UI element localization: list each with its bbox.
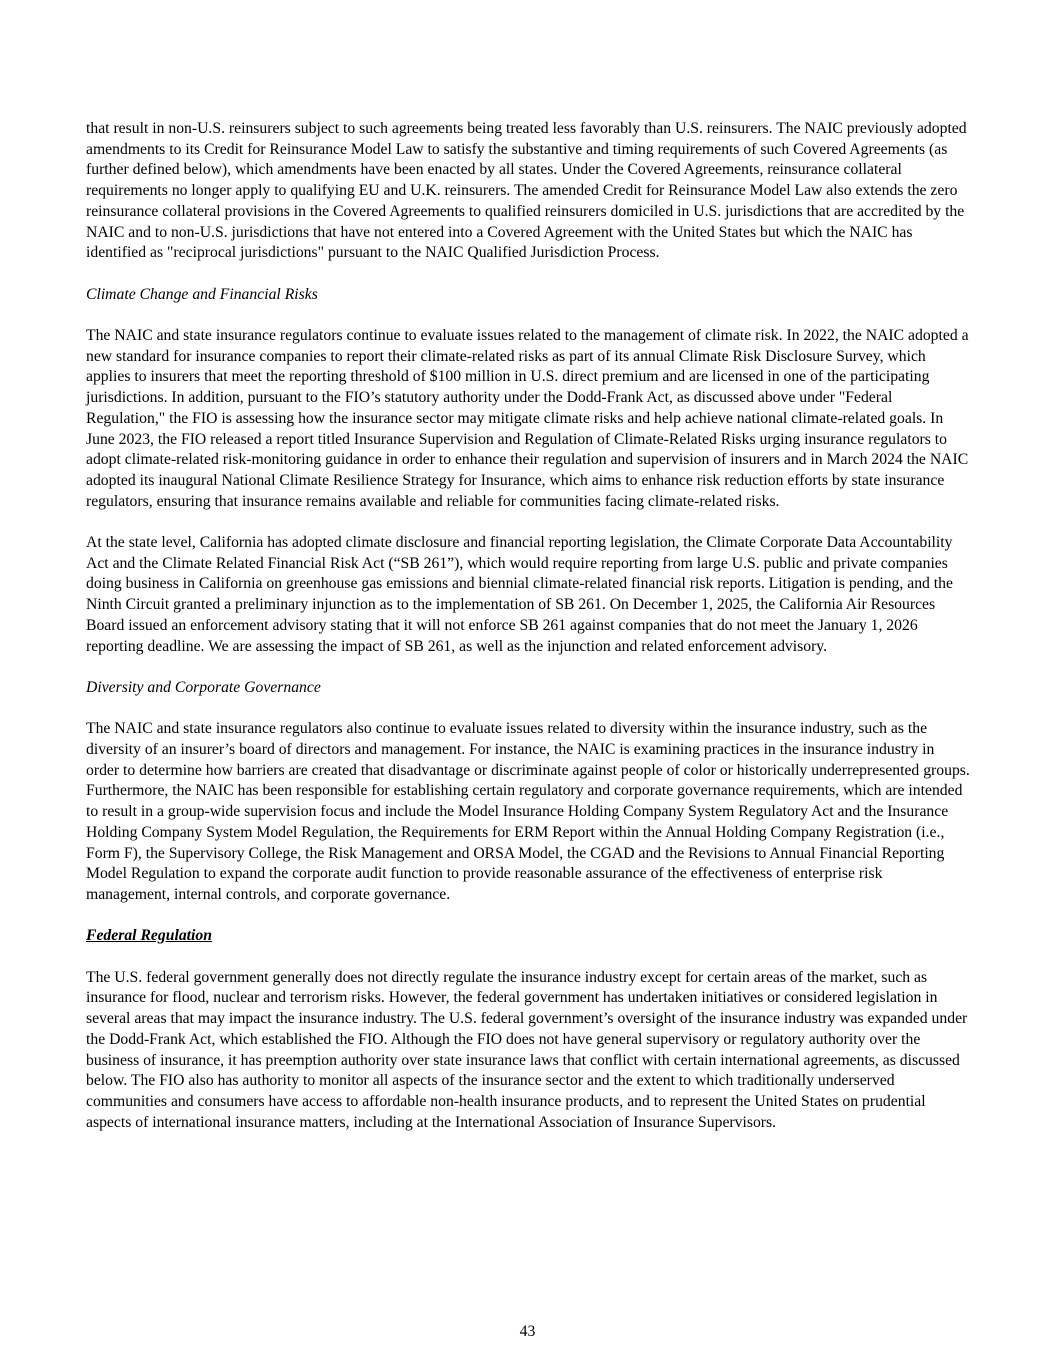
heading-diversity-governance: Diversity and Corporate Governance: [86, 678, 321, 696]
heading-federal-regulation: Federal Regulation: [86, 927, 212, 945]
page-number: 43: [519, 1323, 536, 1340]
paragraph-diversity: The NAIC and state insurance regulators also continue to evaluate issues related to diversity within the insurance industry, such as the diversity of an insurer’s board of directors and management. For instance, the NAIC is examining practices in the insurance industry in order to determine how barriers are created that disadvantage or discriminate against people of color or historically underrepresented groups. Furthermore, the NAIC has been responsible for establishing certain regulatory and corporate governance requirements, which are intended to result in a group-wide supervision focus and include the Model Insurance Holding Company System Regulatory Act and the Insurance Holding Company System Model Regulation, the Requirements for ERM Report within the Annual Holding Company Registration (i.e., Form F), the Supervisory College, the Risk Management and ORSA Model, the CGAD and the Revisions to Annual Financial Reporting Model Regulation to expand the corporate audit function to provide reasonable assurance of the effectiveness of enterprise risk management, internal controls, and corporate governance.: [86, 720, 970, 903]
paragraph-reinsurance-collateral: that result in non-U.S. reinsurers subject to such agreements being treated less favorably than U.S. reinsurers. The NAIC previously adopted amendments to its Credit for Reinsurance Model Law to satisfy the substantive and timing requirements of such Covered Agreements (as further defined below), which amendments have been enacted by all states. Under the Covered Agreements, reinsurance collateral requirements no longer apply to qualifying EU and U.K. reinsurers. The amended Credit for Reinsurance Model Law also extends the zero reinsurance collateral provisions in the Covered Agreements to qualified reinsurers domiciled in U.S. jurisdictions that are accredited by the NAIC and to non-U.S. jurisdictions that have not entered into a Covered Agreement with the United States but which the NAIC has identified as "reciprocal jurisdictions" pursuant to the NAIC Qualified Jurisdiction Process.: [86, 120, 967, 262]
paragraph-federal-regulation: The U.S. federal government generally does not directly regulate the insurance industry except for certain areas of the market, such as insurance for flood, nuclear and terrorism risks. However, the federal government has undertaken initiatives or considered legislation in several areas that may impact the insurance industry. The U.S. federal government’s oversight of the insurance industry was expanded under the Dodd-Frank Act, which established the FIO. Although the FIO does not have general supervisory or regulatory authority over the business of insurance, it has preemption authority over state insurance laws that conflict with certain international agreements, as discussed below. The FIO also has authority to monitor all aspects of the insurance sector and the extent to which traditionally underserved communities and consumers have access to affordable non-health insurance products, and to represent the United States on prudential aspects of international insurance matters, including at the International Association of Insurance Supervisors.: [86, 968, 968, 1131]
document-body: [86, 119, 970, 1154]
paragraph-climate-risk: The NAIC and state insurance regulators continue to evaluate issues related to the management of climate risk. In 2022, the NAIC adopted a new standard for insurance companies to report their climate-related risks as part of its annual Climate Risk Disclosure Survey, which applies to insurers that meet the reporting threshold of $100 million in U.S. direct premium and are licensed in one of the participating jurisdictions. In addition, pursuant to the FIO’s statutory authority under the Dodd-Frank Act, as discussed above under "Federal Regulation," the FIO is assessing how the insurance sector may mitigate climate risks and help achieve national climate-related goals. In June 2023, the FIO released a report titled Insurance Supervision and Regulation of Climate-Related Risks urging insurance regulators to adopt climate-related risk-monitoring guidance in order to enhance their regulation and supervision of insurers and in March 2024 the NAIC adopted its inaugural National Climate Resilience Strategy for Insurance, which aims to enhance risk reduction efforts by state insurance regulators, ensuring that insurance remains available and reliable for communities facing climate-related risks.: [86, 327, 969, 510]
heading-climate-change: Climate Change and Financial Risks: [86, 285, 318, 303]
paragraph-california-legislation: At the state level, California has adopted climate disclosure and financial reporting legislation, the Climate Corporate Data Accountability Act and the Climate Related Financial Risk Act (“SB 261”), which would require reporting from large U.S. public and private companies doing business in California on greenhouse gas emissions and biennial climate-related financial risk reports. Litigation is pending, and the Ninth Circuit granted a preliminary injunction as to the implementation of SB 261. On December 1, 2025, the California Air Resources Board issued an enforcement advisory stating that it will not enforce SB 261 against companies that do not meet the January 1, 2026 reporting deadline. We are assessing the impact of SB 261, as well as the injunction and related enforcement advisory.: [86, 534, 953, 655]
